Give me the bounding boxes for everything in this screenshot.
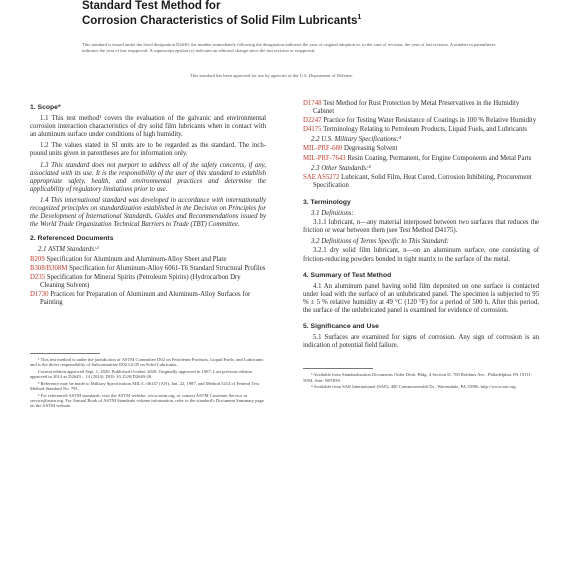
significance-text: 5.1 Surfaces are examined for signs of corrosion. Any sign of corrosion is an indication of potential field failure. xyxy=(303,334,539,350)
reference-link-sae-as5272[interactable]: SAE AS5272 xyxy=(303,173,340,181)
other-standards-label: 2.3 Other Standards:⁴ xyxy=(311,164,371,172)
reference-link-d1748[interactable]: D1748 xyxy=(303,100,322,107)
terminology-heading: 3. Terminology xyxy=(303,198,351,206)
reference-item xyxy=(303,126,539,134)
designation-note: This standard is issued under the fixed designation D2649; the number immediately following the designation indicates the year of original adoption or, in the case of revision, the year of last revision. A number in parentheses indicates the year of last reapproval. A superscript epsilon (ε) indicates an editorial change since the last revision or reapproval. xyxy=(82,42,496,53)
reference-text: Terminology Relating to Petroleum Products, Liquid Fuels, and Lubricants xyxy=(323,126,527,134)
reference-item xyxy=(30,256,266,264)
reference-item xyxy=(303,155,539,163)
reference-link-d235[interactable]: D235 xyxy=(30,273,46,281)
reference-text: Specification for Aluminum and Aluminum-Alloy Sheet and Plate xyxy=(46,255,227,263)
definition-dry-solid-film: 3.2.1 dry solid film lubricant, n—on an aluminum surface, one consisting of friction-reducing powders bonded in tight matrix to the surface of the metal. xyxy=(303,247,539,263)
right-column xyxy=(303,100,539,391)
footnote-divider xyxy=(303,368,373,369)
reference-text: Specification for Mineral Spirits (Petroleum Spirits) (Hydrocarbon Dry Cleaning Solvent) xyxy=(40,273,241,289)
scope-para-3: 1.3 This standard does not purport to address all of the safety concerns, if any, associated with its use. It is the responsibility of the user of this standard to establish appropriate safety, health, and environmental practices and determine the applicability of regulatory limitations prior to use. xyxy=(30,161,266,193)
scope-heading: 1. Scope* xyxy=(30,104,61,111)
scope-para-2: 1.2 The values stated in SI units are to be regarded as the standard. The inch-pound units given in parentheses are for information only. xyxy=(30,142,266,158)
reference-link-d4175[interactable]: D4175 xyxy=(303,126,322,134)
scope-para-4: 1.4 This international standard was developed in accordance with internationally recognized principles on standardization established in the Decision on Principles for the Development of International Standards, Guides and Recommendations issued by the World Trade Organization Technical Barriers to Trade (TBT) Committee. xyxy=(30,196,266,229)
reference-item xyxy=(30,291,266,307)
reference-item xyxy=(303,145,539,153)
footnote-1: ¹ This test method is under the jurisdiction of ASTM Committee D02 on Petroleum Products, Liquid Fuels, and Lubricants and is the direct responsibility of Subcommittee D02.L0.05 on Solid Lubricants. xyxy=(30,357,264,368)
left-column xyxy=(30,100,266,410)
footnote-3: ³ For referenced ASTM standards, visit the ASTM website, www.astm.org, or contact ASTM Customer Service at service@astm.org. For Annual Book of ASTM Standards volume information, refer to the standard's Document Summary page on the ASTM website. xyxy=(30,392,264,409)
reference-text: Degreasing Solvent xyxy=(343,145,398,153)
definition-lubricant: 3.1.1 lubricant, n—any material interposed between two surfaces that reduces the friction or wear between them (see Test Method D4175). xyxy=(303,219,539,235)
reference-link-mil-prf-7643[interactable]: MIL-PRF-7643 xyxy=(303,154,346,162)
significance-heading: 5. Significance and Use xyxy=(303,323,379,331)
reference-text: Test Method for Rust Protection by Metal Preservatives in the Humidity Cabinet xyxy=(313,100,520,116)
reference-text: Resin Coating, Permanent, for Engine Components and Metal Parts xyxy=(347,154,532,162)
reference-text: Practice for Testing Water Resistance of Coatings in 100 % Relative Humidity xyxy=(323,117,537,125)
dod-note: This standard has been approved for use by agencies of the U.S. Department of Defense. xyxy=(190,73,353,78)
reference-link-b209[interactable]: B209 xyxy=(30,255,45,263)
title-footnote-mark: 1 xyxy=(357,14,362,21)
summary-text: 4.1 An aluminum panel having solid film deposited on one surface is contacted under load with the surface of an unlubricated panel. The specimen is subjected to 95 % ± 5 % relative humidity at 49 °C (120 °F) for a period of 500 h. After this period, the surface of the unlubricated panel is examined for evidence of corrosion. xyxy=(303,282,539,314)
footnote-2: ² Reference may be made to Military Specification MIL-L-46147 (AN), Jan. 22, 1987, and Method 5414 of Federal Test Method Standard No. 791. xyxy=(30,380,259,392)
footnote-edition: Current edition approved Sept. 1, 2020. Published October 2020. Originally approved in 1967. Last previous edition approved in 2014 as D2649 – 14 (2014). DOI: 10.1520/D2649-20. xyxy=(30,368,252,380)
title-line-2-text: Corrosion Characteristics of Solid Film Lubricants xyxy=(82,14,358,27)
summary-heading: 4. Summary of Test Method xyxy=(303,271,392,279)
military-specs-label: 2.2 U.S. Military Specifications:³ xyxy=(311,136,402,144)
scope-para-1: 1.1 This test method¹ covers the evaluation of the galvanic and environmental corrosion interaction characteristics of dry solid film lubricants when in contact with an aluminum surface under conditions of high humidity. xyxy=(30,115,266,139)
document-title xyxy=(82,0,361,27)
reference-text: Practices for Preparation of Aluminum and Aluminum-Alloy Surfaces for Painting xyxy=(40,290,251,306)
reference-text: Specification for Aluminum-Alloy 6061-T6 Standard Structural Profiles xyxy=(69,264,266,272)
footnote-military: ³ Available from Standardization Documents Order Desk, Bldg. 4 Section D, 700 Robbins Ave., Philadelphia, PA 19111-5094, Attn: NPODS. xyxy=(303,372,533,383)
reference-item xyxy=(303,117,539,125)
astm-standards-label: 2.1 ASTM Standards:² xyxy=(38,246,99,254)
reference-link-mil-prf-680[interactable]: MIL-PRF-680 xyxy=(303,145,343,153)
reference-item xyxy=(303,100,539,116)
title-line-2 xyxy=(82,12,361,27)
reference-text: Lubricant, Solid Film, Heat Cured, Corrosion Inhibiting, Procurement Specification xyxy=(313,173,532,189)
referenced-documents-heading: 2. Referenced Documents xyxy=(30,235,114,243)
footnote-divider xyxy=(30,353,100,354)
reference-link-d2247[interactable]: D2247 xyxy=(303,117,322,125)
definitions-label: 3.1 Definitions: xyxy=(311,210,354,218)
reference-link-d1730[interactable]: D1730 xyxy=(30,290,49,298)
reference-link-b308[interactable]: B308/B308M xyxy=(30,264,68,272)
reference-item xyxy=(30,274,266,290)
title-line-1: Standard Test Method for xyxy=(82,0,221,12)
footnote-sae: ⁴ Available from SAE International (SAE), 400 Commonwealth Dr., Warrendale, PA 15096, http://www.sae.org. xyxy=(311,384,517,390)
reference-item xyxy=(30,265,266,273)
specific-definitions-label: 3.2 Definitions of Terms Specific to This Standard: xyxy=(311,238,449,246)
reference-item xyxy=(303,174,539,190)
